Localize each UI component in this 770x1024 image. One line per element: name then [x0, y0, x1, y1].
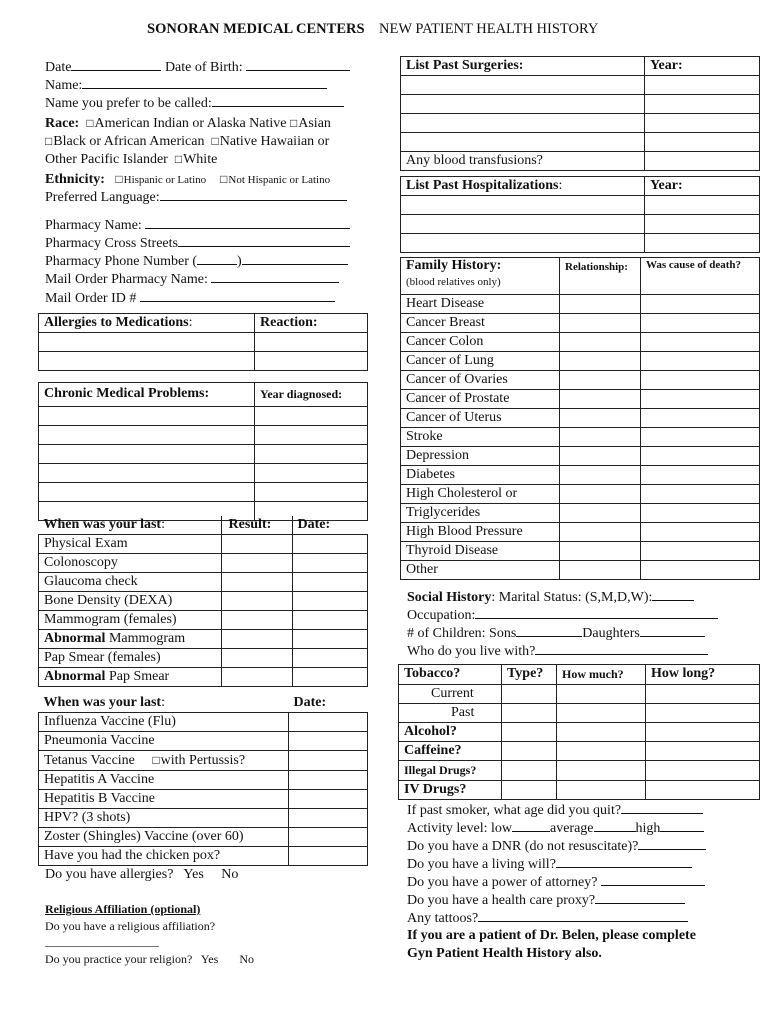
- chronic-cell[interactable]: [39, 464, 255, 483]
- screening-item: Glaucoma check: [39, 573, 222, 592]
- living-will-field[interactable]: Do you have a living will?: [407, 854, 692, 874]
- screening-result-cell[interactable]: [221, 535, 292, 554]
- relationship-cell[interactable]: [560, 504, 641, 523]
- tobacco-past: Past: [399, 704, 502, 723]
- race-checkbox-native-hawaiian[interactable]: □ Native Hawaiian or: [211, 134, 329, 149]
- relationship-header: Relationship:: [560, 258, 641, 295]
- screening-result-cell[interactable]: [221, 649, 292, 668]
- relationship-cell[interactable]: [560, 409, 641, 428]
- form-header: [147, 20, 598, 38]
- screening-item: Bone Density (DEXA): [39, 592, 222, 611]
- hospitalization-cell[interactable]: [401, 196, 645, 215]
- caffeine-label: Caffeine?: [399, 742, 502, 761]
- allergies-yes[interactable]: Yes: [183, 867, 204, 882]
- hospitalization-cell[interactable]: [401, 215, 645, 234]
- religion-no[interactable]: No: [239, 952, 254, 966]
- screening-date-header: Date:: [297, 517, 331, 532]
- gyn-note-line-1: If you are a patient of Dr. Belen, please complete: [407, 928, 696, 943]
- tobacco-label: Tobacco?: [399, 665, 502, 685]
- vaccine-date-cell[interactable]: [289, 790, 368, 809]
- relationship-cell[interactable]: [560, 352, 641, 371]
- iv-drugs-label: IV Drugs?: [399, 781, 502, 800]
- tobacco-current: Current: [399, 685, 502, 704]
- family-history-table: [400, 257, 760, 580]
- allergies-table: [38, 313, 368, 371]
- health-care-proxy-field[interactable]: Do you have a health care proxy?: [407, 890, 685, 910]
- vaccine-item: Tetanus Vaccine □ with Pertussis?: [39, 751, 289, 771]
- preferred-name-field[interactable]: Name you prefer to be called:: [45, 93, 344, 113]
- relationship-cell[interactable]: [560, 333, 641, 352]
- relationship-cell[interactable]: [560, 523, 641, 542]
- surgeries-year-header: Year:: [645, 57, 760, 76]
- hospitalization-year-cell[interactable]: [645, 234, 760, 253]
- screening-item: Mammogram (females): [39, 611, 222, 630]
- cause-of-death-header: Was cause of death?: [641, 258, 760, 295]
- family-condition: Cancer of Lung: [401, 352, 560, 371]
- vaccine-item: Hepatitis A Vaccine: [39, 771, 289, 790]
- cause-cell[interactable]: [641, 390, 760, 409]
- cause-cell[interactable]: [641, 352, 760, 371]
- family-condition: Depression: [401, 447, 560, 466]
- vaccines-header: When was your last:: [43, 695, 165, 710]
- transfusion-year-cell[interactable]: [645, 152, 760, 171]
- family-history-header: Family History: (blood relatives only): [401, 258, 560, 295]
- cause-cell[interactable]: [641, 561, 760, 580]
- dnr-field[interactable]: Do you have a DNR (do not resuscitate)?: [407, 836, 706, 856]
- family-condition: High Cholesterol or: [401, 485, 560, 504]
- relationship-cell[interactable]: [560, 371, 641, 390]
- race-row-2: [45, 132, 329, 151]
- hospitalizations-table: [400, 176, 760, 253]
- vaccine-date-cell[interactable]: [289, 809, 368, 828]
- surgery-year-cell[interactable]: [645, 114, 760, 133]
- relationship-cell[interactable]: [560, 314, 641, 333]
- race-checkbox-american-indian[interactable]: □ American Indian or Alaska Native: [86, 116, 286, 131]
- hospitalizations-header: List Past Hospitalizations:: [401, 177, 645, 196]
- marital-status-field[interactable]: Social History: Marital Status: (S,M,D,W):: [407, 587, 694, 607]
- vaccine-date-cell[interactable]: [289, 847, 368, 866]
- family-condition: High Blood Pressure: [401, 523, 560, 542]
- type-header: Type?: [502, 665, 557, 685]
- allergies-header: Allergies to Medications:: [39, 314, 255, 333]
- screening-result-cell[interactable]: [221, 668, 292, 687]
- hospitalization-cell[interactable]: [401, 234, 645, 253]
- gyn-note-line-2: Gyn Patient Health History also.: [407, 946, 602, 961]
- year-cell[interactable]: [255, 407, 368, 426]
- vaccine-date-cell[interactable]: [289, 713, 368, 732]
- family-condition: Diabetes: [401, 466, 560, 485]
- surgery-cell[interactable]: [401, 95, 645, 114]
- relationship-cell[interactable]: [560, 390, 641, 409]
- screening-result-cell[interactable]: [221, 630, 292, 649]
- religion-answer-line[interactable]: ___________________: [45, 934, 159, 948]
- chronic-cell[interactable]: [39, 407, 255, 426]
- vaccines-date-header: Date:: [293, 695, 327, 710]
- screening-item: Pap Smear (females): [39, 649, 222, 668]
- allergy-cell[interactable]: [39, 333, 255, 352]
- vaccine-item: Pneumonia Vaccine: [39, 732, 289, 751]
- hospitalization-year-cell[interactable]: [645, 215, 760, 234]
- language-field[interactable]: Preferred Language:: [45, 187, 347, 207]
- surgery-cell[interactable]: [401, 76, 645, 95]
- race-row: Race: □ American Indian or Alaska Native □ Asian: [45, 114, 331, 133]
- year-cell[interactable]: [255, 483, 368, 502]
- relationship-cell[interactable]: [560, 561, 641, 580]
- vaccine-date-cell[interactable]: [289, 771, 368, 790]
- relationship-cell[interactable]: [560, 466, 641, 485]
- how-much-header: How much?: [557, 665, 646, 685]
- race-checkbox-white[interactable]: □ White: [175, 152, 217, 167]
- screening-item: Abnormal Mammogram: [39, 630, 222, 649]
- year-cell[interactable]: [255, 426, 368, 445]
- cause-cell[interactable]: [641, 504, 760, 523]
- family-condition: Other: [401, 561, 560, 580]
- screening-table: [38, 516, 368, 687]
- family-condition: Cancer Breast: [401, 314, 560, 333]
- name-field[interactable]: Name:: [45, 75, 327, 95]
- hospitalization-year-cell[interactable]: [645, 196, 760, 215]
- religion-title: Religious Affiliation (optional): [45, 902, 201, 916]
- family-condition: Triglycerides: [401, 504, 560, 523]
- vaccines-table: [38, 694, 368, 866]
- surgery-year-cell[interactable]: [645, 95, 760, 114]
- screening-date-cell[interactable]: [292, 573, 368, 592]
- children-field[interactable]: # of Children: Sons Daughters: [407, 623, 705, 643]
- surgery-cell[interactable]: [401, 114, 645, 133]
- mail-order-id-field[interactable]: Mail Order ID #: [45, 288, 335, 308]
- vaccine-item: Influenza Vaccine (Flu): [39, 713, 289, 732]
- transfusion-question[interactable]: Any blood transfusions?: [401, 152, 645, 171]
- cause-cell[interactable]: [641, 428, 760, 447]
- screening-result-cell[interactable]: [221, 554, 292, 573]
- vaccine-item: Hepatitis B Vaccine: [39, 790, 289, 809]
- screening-date-cell[interactable]: [292, 649, 368, 668]
- cause-cell[interactable]: [641, 466, 760, 485]
- screening-item: Physical Exam: [39, 535, 222, 554]
- race-checkbox-black[interactable]: □ Black or African American: [45, 134, 204, 149]
- vaccine-date-cell[interactable]: [289, 751, 368, 771]
- vaccine-item: Zoster (Shingles) Vaccine (over 60): [39, 828, 289, 847]
- cause-cell[interactable]: [641, 314, 760, 333]
- hospitalizations-year-header: Year:: [645, 177, 760, 196]
- family-condition: Thyroid Disease: [401, 542, 560, 561]
- ethnicity-row: Ethnicity: □ Hispanic or Latino □ Not Hispanic or Latino: [45, 170, 330, 189]
- surgery-cell[interactable]: [401, 133, 645, 152]
- cause-cell[interactable]: [641, 542, 760, 561]
- form-title: NEW PATIENT HEALTH HISTORY: [379, 21, 599, 37]
- power-of-attorney-field[interactable]: Do you have a power of attorney?: [407, 872, 705, 892]
- year-cell[interactable]: [255, 445, 368, 464]
- family-condition: Stroke: [401, 428, 560, 447]
- year-cell[interactable]: [255, 464, 368, 483]
- cause-cell[interactable]: [641, 333, 760, 352]
- mail-order-pharmacy-field[interactable]: Mail Order Pharmacy Name:: [45, 269, 339, 289]
- pertussis-checkbox[interactable]: □ with Pertussis?: [152, 753, 245, 768]
- substance-table: [398, 664, 760, 800]
- screening-header: When was your last: Result:: [39, 516, 222, 535]
- surgeries-table: [400, 56, 760, 171]
- religion-yes[interactable]: Yes: [200, 952, 219, 966]
- ethnicity-checkbox-not-hispanic[interactable]: □ Not Hispanic or Latino: [220, 174, 330, 186]
- allergies-question: Do you have allergies? Yes No: [45, 867, 239, 882]
- cause-cell[interactable]: [641, 485, 760, 504]
- screening-item: Abnormal Pap Smear: [39, 668, 222, 687]
- chronic-cell[interactable]: [39, 426, 255, 445]
- relationship-cell[interactable]: [560, 485, 641, 504]
- pharmacy-phone-field[interactable]: Pharmacy Phone Number ( ): [45, 251, 348, 271]
- date-field[interactable]: Date Date of Birth:: [45, 57, 350, 77]
- activity-level-field[interactable]: Activity level: low average high: [407, 818, 704, 838]
- family-condition: Heart Disease: [401, 295, 560, 314]
- religion-question-1: Do you have a religious affiliation?: [45, 919, 216, 933]
- screening-result-cell[interactable]: [221, 573, 292, 592]
- family-condition: Cancer Colon: [401, 333, 560, 352]
- relationship-cell[interactable]: [560, 542, 641, 561]
- family-condition: Cancer of Prostate: [401, 390, 560, 409]
- race-row-3: Other Pacific Islander □ White: [45, 150, 217, 169]
- quit-age-field[interactable]: If past smoker, what age did you quit?: [407, 800, 703, 820]
- surgery-year-cell[interactable]: [645, 133, 760, 152]
- screening-date-cell[interactable]: [292, 535, 368, 554]
- live-with-field[interactable]: Who do you live with?: [407, 641, 708, 661]
- chronic-cell[interactable]: [39, 445, 255, 464]
- reaction-cell[interactable]: [255, 352, 368, 371]
- religion-question-2: Do you practice your religion? Yes No: [45, 952, 254, 966]
- cause-cell[interactable]: [641, 409, 760, 428]
- vaccine-date-cell[interactable]: [289, 828, 368, 847]
- ethnicity-checkbox-hispanic[interactable]: □ Hispanic or Latino: [115, 174, 206, 186]
- family-condition: Cancer of Ovaries: [401, 371, 560, 390]
- race-checkbox-asian[interactable]: □ Asian: [290, 116, 331, 131]
- alcohol-label: Alcohol?: [399, 723, 502, 742]
- cause-cell[interactable]: [641, 523, 760, 542]
- screening-result-cell[interactable]: [221, 592, 292, 611]
- reaction-header: Reaction:: [255, 314, 368, 333]
- pharmacy-name-field[interactable]: Pharmacy Name:: [45, 215, 350, 235]
- allergy-cell[interactable]: [39, 352, 255, 371]
- year-diagnosed-header: Year diagnosed:: [255, 383, 368, 407]
- pharmacy-streets-field[interactable]: Pharmacy Cross Streets: [45, 233, 350, 253]
- vaccine-item: HPV? (3 shots): [39, 809, 289, 828]
- illegal-drugs-label: Illegal Drugs?: [399, 761, 502, 781]
- chronic-header: Chronic Medical Problems:: [39, 383, 255, 407]
- how-long-header: How long?: [646, 665, 760, 685]
- tattoos-field[interactable]: Any tattoos?: [407, 908, 688, 928]
- screening-date-cell[interactable]: [292, 592, 368, 611]
- occupation-field[interactable]: Occupation:: [407, 605, 718, 625]
- relationship-cell[interactable]: [560, 295, 641, 314]
- org-name: SONORAN MEDICAL CENTERS: [147, 21, 365, 37]
- surgeries-header: List Past Surgeries:: [401, 57, 645, 76]
- family-condition: Cancer of Uterus: [401, 409, 560, 428]
- chronic-cell[interactable]: [39, 483, 255, 502]
- screening-item: Colonoscopy: [39, 554, 222, 573]
- screening-result-cell[interactable]: [221, 611, 292, 630]
- screening-date-cell[interactable]: [292, 668, 368, 687]
- screening-date-cell[interactable]: [292, 554, 368, 573]
- reaction-cell[interactable]: [255, 333, 368, 352]
- relationship-cell[interactable]: [560, 428, 641, 447]
- screening-date-cell[interactable]: [292, 630, 368, 649]
- vaccine-item: Have you had the chicken pox?: [39, 847, 289, 866]
- cause-cell[interactable]: [641, 371, 760, 390]
- surgery-year-cell[interactable]: [645, 76, 760, 95]
- screening-date-cell[interactable]: [292, 611, 368, 630]
- cause-cell[interactable]: [641, 295, 760, 314]
- vaccine-date-cell[interactable]: [289, 732, 368, 751]
- relationship-cell[interactable]: [560, 447, 641, 466]
- cause-cell[interactable]: [641, 447, 760, 466]
- allergies-no[interactable]: No: [221, 867, 239, 882]
- chronic-problems-table: [38, 382, 368, 521]
